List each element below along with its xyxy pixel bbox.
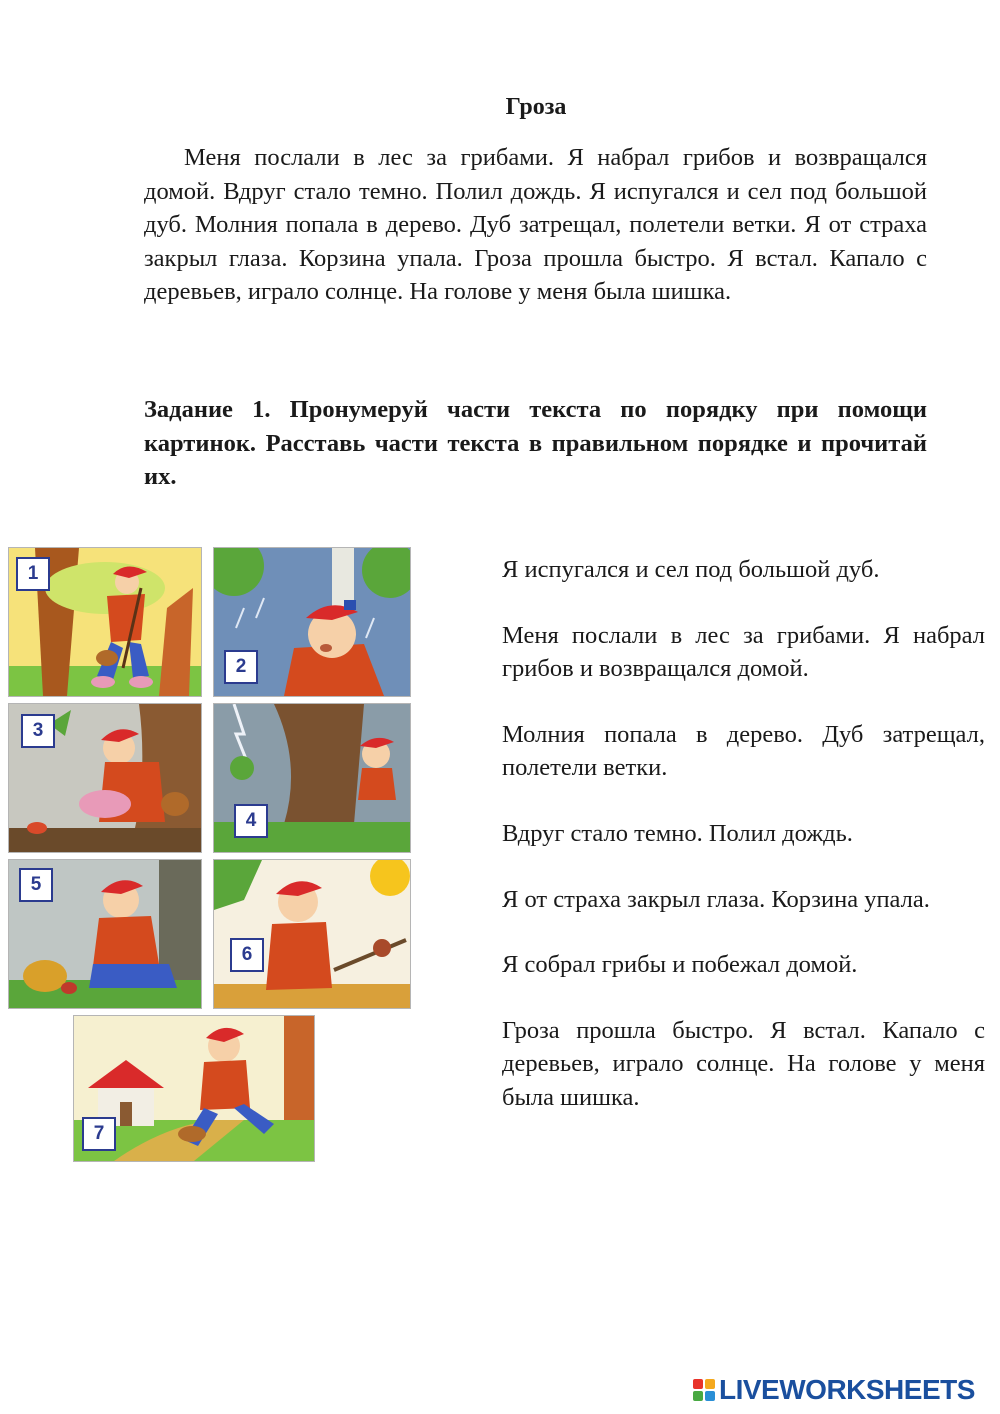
- logo-grid-icon: [693, 1379, 715, 1401]
- text-part: Я собрал грибы и побежал домой.: [502, 951, 858, 979]
- text-part: Я испугался и сел под большой дуб.: [502, 556, 880, 583]
- text-part: Молния попала в дерево. Дуб затрещал, полетели ветки.: [502, 720, 985, 782]
- picture-4: [213, 703, 411, 853]
- text-part: Меня послали в лес за грибами. Я набрал грибов и возвращался домой.: [502, 621, 985, 683]
- logo-square: [693, 1391, 703, 1401]
- logo-text: LIVEWORKSHEETS: [719, 1374, 975, 1405]
- picture-number: 1: [16, 557, 50, 591]
- text-part: Вдруг стало темно. Полил дождь.: [502, 819, 853, 847]
- logo-square: [705, 1379, 715, 1389]
- task-1-instructions: Задание 1. Пронумеруй части текста по порядку при помощи картинок. Расставь части текста в правильном порядке и прочитай их.: [144, 396, 927, 491]
- picture-1: [8, 547, 202, 697]
- picture-6: [213, 859, 411, 1009]
- picture-number: 6: [230, 938, 264, 972]
- text-part: Гроза прошла быстро. Я встал. Капало с деревьев, играло солнце. На голове у меня была шишка.: [502, 1016, 985, 1111]
- story-text: Меня послали в лес за грибами. Я набрал грибов и возвращался домой. Вдруг стало темно. Полил дождь. Я испугался и сел под большой дуб. Молния попала в дерево. Дуб затрещал, полетели ветки. Я от страха закрыл глаза. Корзина упала. Гроза прошла быстро. Я встал. Капало с деревьев, играло солнце. На голове у меня была шишка.: [144, 144, 927, 306]
- picture-7: [73, 1015, 315, 1162]
- picture-number: 4: [234, 804, 268, 838]
- text-part: Я от страха закрыл глаза. Корзина упала.: [502, 885, 930, 913]
- boy-with-bump-in-sun-illustration: [214, 860, 410, 1008]
- picture-number: 2: [224, 650, 258, 684]
- picture-5: [8, 859, 202, 1009]
- picture-number: 7: [82, 1117, 116, 1151]
- picture-number: 5: [19, 868, 53, 902]
- logo-square: [693, 1379, 703, 1389]
- liveworksheets-logo: [693, 1375, 975, 1405]
- picture-3: [8, 703, 202, 853]
- picture-2: [213, 547, 411, 697]
- worksheet-title: Гроза: [505, 94, 567, 120]
- logo-square: [705, 1391, 715, 1401]
- text-parts-list: [502, 553, 985, 1147]
- picture-number: 3: [21, 714, 55, 748]
